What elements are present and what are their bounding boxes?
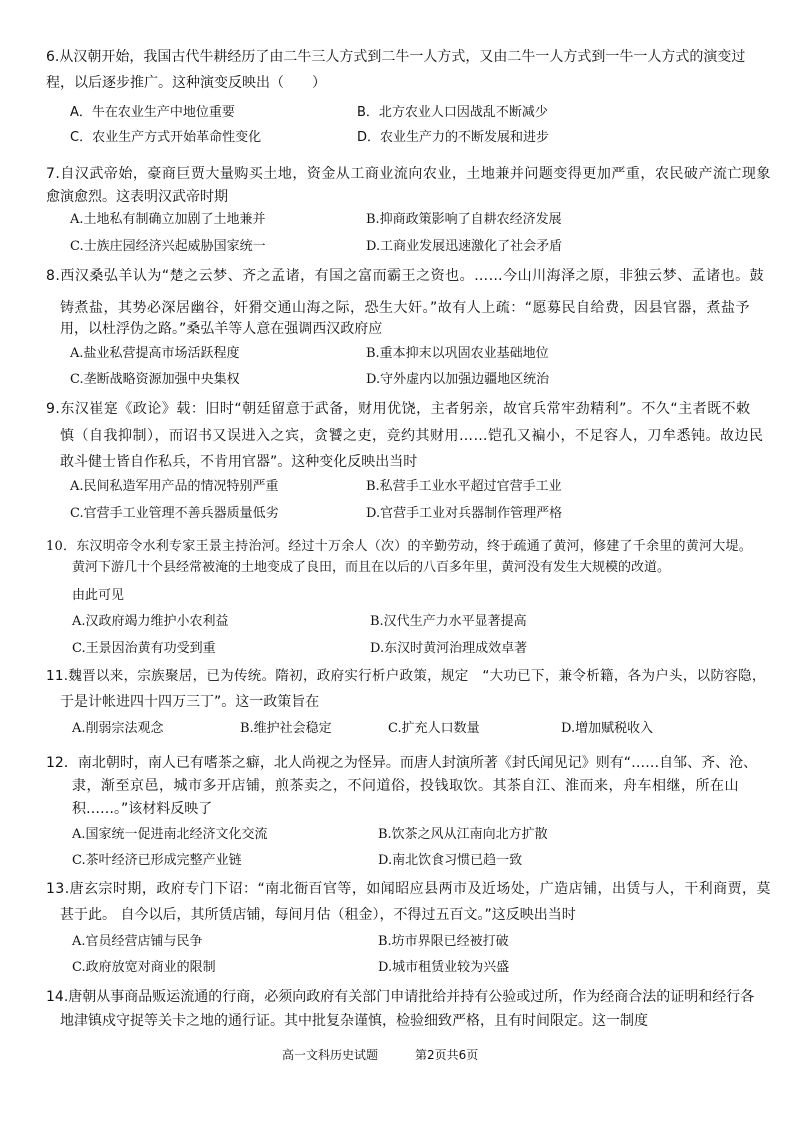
question-stem-line: 隶，渐至京邑，城市多开店铺，煎茶卖之，不问道俗，投钱取饮。其茶自江、淮而来，舟车相继，所在山 (72, 778, 739, 794)
option-d: D.南北饮食习惯已趋一致 (378, 853, 523, 868)
question-stem-line: 用，以杜浮伪之路。”桑弘羊等人意在强调西汉政府应 (60, 321, 383, 337)
option-b: B.饮茶之风从江南向北方扩散 (378, 827, 548, 842)
question-stem-line: 慎（自我抑制），而诏书又误进入之宾，贪饕之吏，竞约其财用……铠孔又褊小，不足容人，刀牟悉钝。故边民 (60, 428, 764, 444)
question-stem-line: 13.唐玄宗时期，政府专门下诏：“南北衙百官等，如闻昭应县两市及近场处，广造店铺，出赁与人，干利商贾，莫 (46, 881, 771, 897)
footer-subject: 高一文科历史试题 (282, 1048, 379, 1062)
option-a: A.盐业私营提高市场活跃程度 (70, 346, 240, 361)
option-a: A.民间私造军用产品的情况特别严重 (70, 479, 279, 494)
option-d: D．农业生产力的不断发展和进步 (357, 130, 550, 145)
option-d: D.官营手工业对兵器制作管理严格 (366, 506, 563, 521)
footer-page-number: 第2页共6页 (415, 1048, 479, 1062)
option-b: B.坊市界限已经被打破 (378, 934, 509, 949)
option-a: A.削弱宗法观念 (72, 721, 164, 736)
option-d: D.增加赋税收入 (561, 721, 654, 736)
option-c: C.扩充人口数量 (388, 721, 480, 736)
question-stem-line: 甚于此。 自今以后，其所赁店铺，每间月估（租金），不得过五百文。”这反映出当时 (60, 907, 576, 923)
option-c: C．农业生产方式开始革命性变化 (70, 130, 262, 145)
option-d: D.城市租赁业较为兴盛 (378, 960, 510, 975)
option-b: B.维护社会稳定 (240, 721, 332, 736)
question-stem-line: 由此可见 (72, 588, 125, 603)
question-stem-line: 程，以后逐步推广。这种演变反映出（ ） (46, 75, 326, 91)
question-stem-line: 11.魏晋以来，宗族聚居，已为传统。隋初，政府实行析户政策，规定 “大功已下，兼令析籍，各为户头，以防容隐， (46, 668, 766, 684)
option-c: C.政府放宽对商业的限制 (72, 960, 216, 975)
option-b: B.汉代生产力水平显著提高 (370, 614, 527, 629)
question-stem-line: 黄河下游几十个县经常被淹的土地变成了良田，而且在以后的八百多年里，黄河没有发生大规模的改道。 (72, 560, 671, 575)
question-stem-line: 积……。”该材料反映了 (72, 801, 213, 817)
question-stem-line: 6.从汉朝开始，我国古代牛耕经历了由二牛三人方式到二牛一人方式，又由二牛一人方式到一牛一人方式的演变过 (46, 49, 746, 65)
option-c: C.王景因治黄有功受到重 (72, 641, 216, 656)
question-stem-line: 12．南北朝时，南人已有嗜茶之癖，北人尚视之为怪异。而唐人封演所著《封氏闻见记》则有“……自邹、齐、沧、 (46, 755, 758, 771)
option-d: D.守外虚内以加强边疆地区统治 (366, 372, 550, 387)
question-stem-line: 10．东汉明帝令水利专家王景主持治河。经过十万余人（次）的辛勤劳动，终于疏通了黄河，修建了千余里的黄河大堤。 (46, 539, 753, 554)
question-stem-line: 14.唐朝从事商品贩运流通的行商，必须向政府有关部门申请批给并持有公验或过所，作为经商合法的证明和经行各 (46, 989, 755, 1005)
option-d: D.东汉时黄河治理成效卓著 (370, 641, 528, 656)
option-a: A．牛在农业生产中地位重要 (70, 105, 235, 120)
option-c: C.茶叶经济已形成完整产业链 (72, 853, 242, 868)
question-stem-line: 愈演愈烈。这表明汉武帝时期 (46, 189, 228, 205)
question-stem-line: 9.东汉崔寔《政论》载：旧时“朝廷留意于武备，财用优饶，主者躬亲，故官兵常牢劲精利”。不久“主者既不敕 (46, 401, 751, 417)
option-a: A.汉政府竭力维护小农利益 (72, 614, 229, 629)
option-a: A.官员经营店铺与民争 (72, 934, 203, 949)
option-a: A.国家统一促进南北经济文化交流 (72, 827, 268, 842)
question-stem-line: 地津镇戍守捉等关卡之地的通行证。其中批复杂谨慎，检验细致严格，且有时间限定。这一制度 (60, 1013, 648, 1029)
option-c: C.士族庄园经济兴起威胁国家统一 (70, 239, 266, 254)
question-stem-line: 铸煮盐，其势必深居幽谷，奸猾交通山海之际，恐生大奸。”故有人上疏：“愿募民自给费，因县官器，煮盐予 (60, 300, 751, 316)
option-d: D.工商业发展迅速激化了社会矛盾 (366, 239, 563, 254)
option-c: C.官营手工业管理不善兵器质量低劣 (70, 506, 279, 521)
question-stem-line: 7.自汉武帝始，豪商巨贾大量购买土地，资金从工商业流向农业，土地兼并问题变得更加严重，农民破产流亡现象 (46, 166, 771, 182)
option-c: C.垄断战略资源加强中央集权 (70, 372, 240, 387)
option-a: A.土地私有制确立加剧了土地兼并 (70, 212, 266, 227)
question-stem-line: 于是计帐进四十四万三丁”。这一政策旨在 (60, 694, 320, 710)
option-b: B.抑商政策影响了自耕农经济发展 (366, 212, 562, 227)
question-stem-line: 敢斗健士皆自作私兵，不肯用官器”。这种变化反映出当时 (60, 454, 418, 470)
option-b: B.私营手工业水平超过官营手工业 (366, 479, 562, 494)
option-b: B.重本抑末以巩固农业基础地位 (366, 346, 549, 361)
question-stem-line: 8.西汉桑弘羊认为“楚之云梦、齐之孟诸，有国之富而霸王之资也。……今山川海泽之原，非独云梦、孟诸也。鼓 (46, 268, 765, 284)
option-b: B．北方农业人口因战乱不断减少 (357, 105, 548, 120)
